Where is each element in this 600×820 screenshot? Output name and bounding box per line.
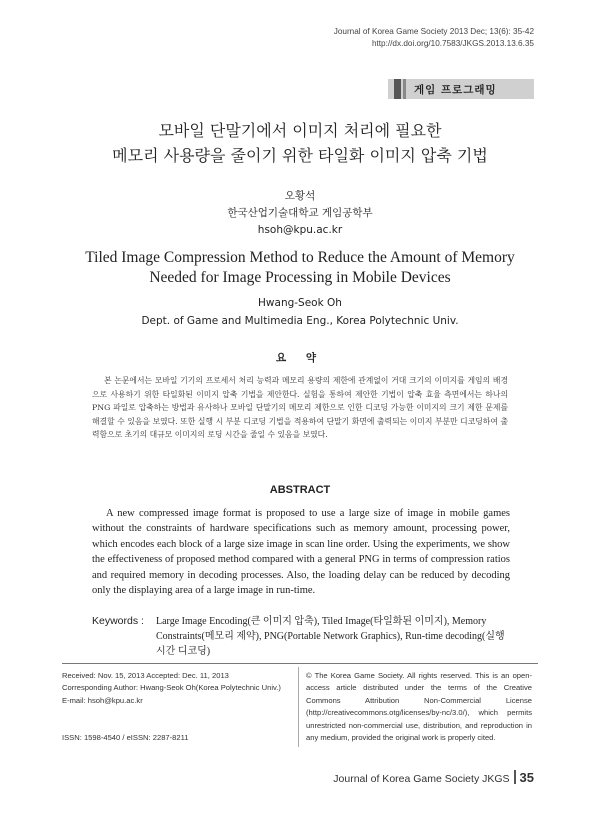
journal-header (334, 26, 534, 50)
author-affiliation-ko: 한국산업기술대학교 게임공학부 (227, 207, 373, 219)
korean-abstract-heading: 요 약 (276, 352, 324, 364)
category-label: 게임 프로그래밍 (414, 84, 497, 96)
footer-separator (514, 770, 516, 784)
keywords-label: Keywords : (92, 615, 144, 627)
received-dates: Received: Nov. 15, 2013 Accepted: Dec. 11, 2013 (62, 671, 229, 680)
keywords-text: Large Image Encoding(큰 이미지 압축), Tiled Image(타일화된 이미지), Memory Constraints(메모리 제약), PNG(Portable Network Graphics), Run-time decoding(실행 시간 디코딩) (156, 616, 505, 657)
korean-title-line1: 모바일 단말기에서 이미지 처리에 필요한 (158, 121, 442, 140)
footnote-left (62, 670, 294, 707)
footer-journal: Journal of Korea Game Society JKGS (333, 773, 510, 785)
tag-marker-thin (403, 79, 406, 99)
tag-marker (394, 79, 401, 99)
korean-author-block (0, 188, 600, 239)
corresponding-email[interactable]: E-mail: hsoh@kpu.ac.kr (62, 695, 143, 705)
korean-title-line2: 메모리 사용량을 줄이기 위한 타일화 이미지 압축 기법 (112, 146, 488, 165)
license-notice: © The Korea Game Society. All rights reserved. This is an open-access article distributed under the terms of the Creative Commons Attribution Non-Commercial License (http://creativecommons.otg/licenses/by-nc/3.0/), which permits unrestricted non-commercial use, distribution, and reproduction in any medium, provided the original work is properly cited. (306, 671, 532, 743)
english-title (0, 248, 600, 288)
author-name-en: Hwang-Seok Oh (258, 297, 342, 309)
category-tag (388, 79, 534, 99)
page-footer (333, 770, 534, 785)
korean-title (0, 118, 600, 168)
page-number: 35 (519, 770, 534, 785)
footnote-divider (62, 663, 538, 664)
english-author-block (0, 294, 600, 330)
english-title-line1: Tiled Image Compression Method to Reduce the Amount of Memory (85, 249, 515, 266)
author-name-ko: 오황석 (284, 190, 316, 202)
journal-citation: Journal of Korea Game Society 2013 Dec; 13(6): 35-42 (333, 27, 534, 36)
footnote-column-divider (298, 667, 299, 747)
author-email[interactable]: hsoh@kpu.ac.kr (257, 224, 343, 236)
corresponding-author: Corresponding Author: Hwang-Seok Oh(Korea Polytechnic Univ.) (62, 683, 281, 693)
author-affiliation-en: Dept. of Game and Multimedia Eng., Korea Polytechnic Univ. (141, 315, 459, 327)
issn: ISSN: 1598-4540 / eISSN: 2287-8211 (62, 733, 189, 742)
english-title-line2: Needed for Image Processing in Mobile Devices (149, 269, 451, 286)
english-abstract-text: A new compressed image format is proposed to use a large size of image in mobile games without the constraints of hardware specifications such as memory amount, processing power, which encodes each block of a large size image in scan line order. Using the experiments, we show the effectiveness of proposed method compared with a general PNG in terms of compression ratios and required memory in decoding processes. Also, the loading delay can be reduced by decoding only the displaying area of a large image in run-time. (92, 508, 510, 597)
korean-abstract-text: 본 논문에서는 모바일 기기의 프로세서 처리 능력과 메모리 용량의 제한에 관계없이 거대 크기의 이미지를 게임의 배경으로 사용하기 위한 타일화된 이미지 압축 기법을 제안한다. 실험을 통하여 제안한 기법이 압축 효율 측면에서는 하나의 PNG 파일로 압축하는 방법과 유사하나 모바일 단말기의 메모리 제한으로 인한 디코딩 가능한 이미지의 크기 제한 문제를 해결할 수 있음을 보였다. 또한 실행 시 부분 디코딩 기법을 적용하여 단말기 화면에 출력되는 이미지 부분만 디코딩하여 출력함으로 초기의 대규모 이미지의 로딩 시간을 줄일 수 있음을 보였다. (92, 376, 508, 440)
english-abstract-heading: ABSTRACT (269, 484, 331, 496)
doi-link[interactable]: http://dx.doi.org/10.7583/JKGS.2013.13.6.35 (371, 39, 534, 48)
